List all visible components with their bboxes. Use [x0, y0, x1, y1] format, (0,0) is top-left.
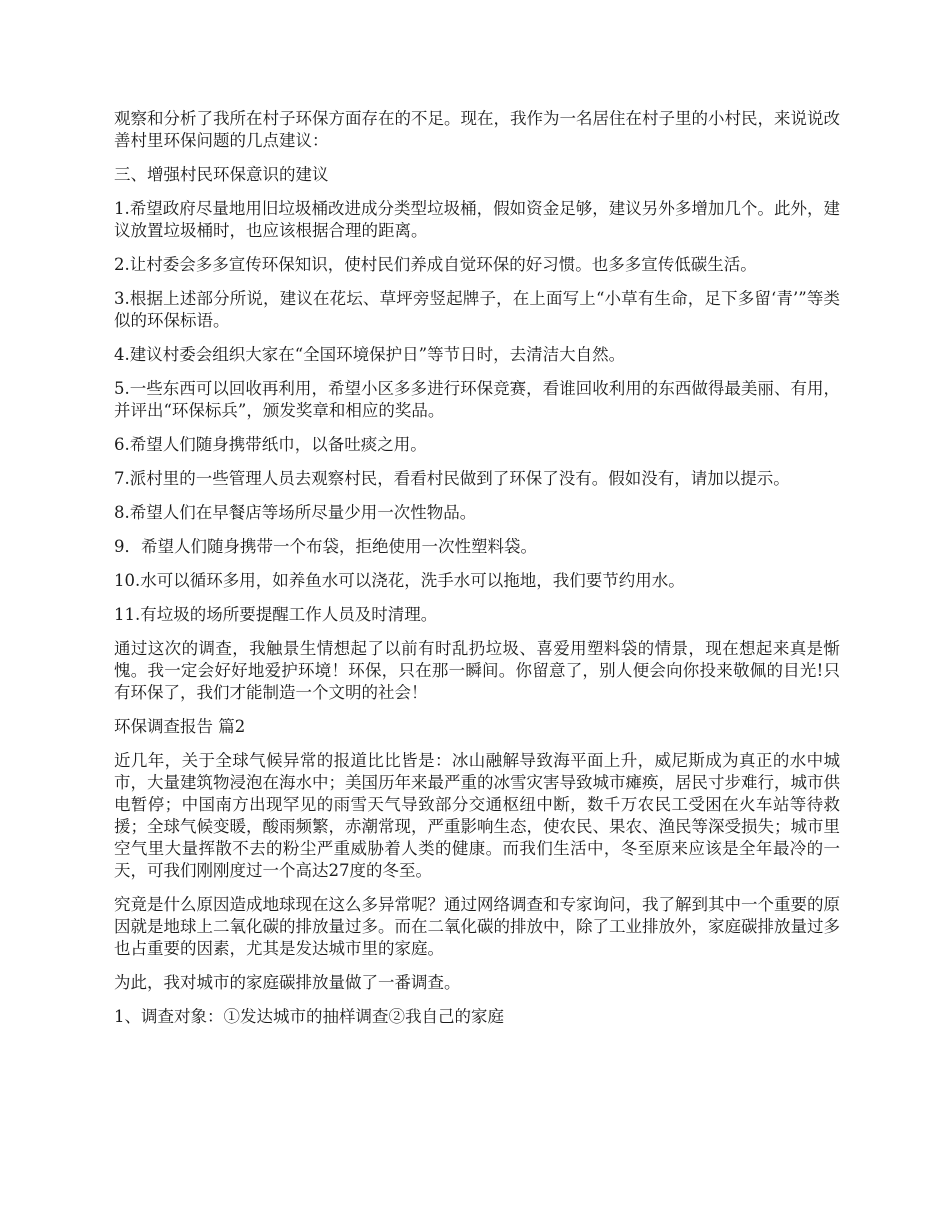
body-paragraph: 近几年，关于全球气候异常的报道比比皆是：冰山融解导致海平面上升，威尼斯成为真正的水中城市，大量建筑物浸泡在海水中；美国历年来最严重的冰雪灾害导致城市瘫痪，居民寸步难行，城市供电暂停；中国南方出现罕见的雨雪天气导致部分交通枢纽中断，数千万农民工受困在火车站等待救援；全球气候变暖，酸雨频繁，赤潮常现，严重影响生态，使农民、果农、渔民等深受损失；城市里空气里大量挥散不去的粉尘严重威胁着人类的健康。而我们生活中，冬至原来应该是全年最冷的一天，可我们刚刚度过一个高达27度的冬至。 [114, 751, 840, 880]
suggestion-item: 2.让村委会多多宣传环保知识，使村民们养成自觉环保的好习惯。也多多宣传低碳生活。 [114, 255, 757, 274]
intro-paragraph: 观察和分析了我所在村子环保方面存在的不足。现在，我作为一名居住在村子里的小村民，来说说改善村里环保问题的几点建议： [114, 109, 840, 150]
suggestion-item: 9．希望人们随身携带一个布袋，拒绝使用一次性塑料袋。 [114, 537, 537, 556]
suggestion-item: 5.一些东西可以回收再利用，希望小区多多进行环保竞赛，看谁回收利用的东西做得最美丽、有用，并评出“环保标兵”，颁发奖章和相应的奖品。 [114, 379, 840, 420]
suggestion-item: 3.根据上述部分所说，建议在花坛、草坪旁竖起牌子，在上面写上“小草有生命，足下多留‘青’”等类似的环保标语。 [114, 289, 840, 330]
report-title: 环保调查报告 篇2 [114, 717, 246, 736]
survey-object-line: 1、调查对象：①发达城市的抽样调查②我自己的家庭 [114, 1007, 504, 1026]
reflection-paragraph: 通过这次的调查，我触景生情想起了以前有时乱扔垃圾、喜爱用塑料袋的情景，现在想起来真是惭愧。我一定会好好地爱护环境！环保，只在那一瞬间。你留意了，别人便会向你投来敬佩的目光!只有环保了，我们才能制造一个文明的社会！ [114, 639, 840, 702]
body-paragraph: 为此，我对城市的家庭碳排放量做了一番调查。 [114, 973, 461, 992]
suggestion-item: 11.有垃圾的场所要提醒工作人员及时清理。 [114, 605, 438, 624]
suggestion-item: 7.派村里的一些管理人员去观察村民，看看村民做到了环保了没有。假如没有，请加以提示。 [114, 469, 790, 488]
suggestion-item: 8.希望人们在早餐店等场所尽量少用一次性物品。 [114, 503, 477, 522]
document-body [114, 108, 840, 1040]
suggestion-item: 1.希望政府尽量地用旧垃圾桶改进成分类型垃圾桶，假如资金足够，建议另外多增加几个。此外，建议放置垃圾桶时，也应该根据合理的距离。 [114, 199, 840, 240]
suggestion-item: 10.水可以循环多用，如养鱼水可以浇花，洗手水可以拖地，我们要节约用水。 [114, 571, 685, 590]
suggestion-item: 6.希望人们随身携带纸巾，以备吐痰之用。 [114, 435, 427, 454]
section-heading: 三、增强村民环保意识的建议 [114, 165, 329, 184]
suggestion-item: 4.建议村委会组织大家在“全国环境保护日”等节日时，去清洁大自然。 [114, 345, 626, 364]
body-paragraph: 究竟是什么原因造成地球现在这么多异常呢？通过网络调查和专家询问，我了解到其中一个重要的原因就是地球上二氧化碳的排放量过多。而在二氧化碳的排放中，除了工业排放外，家庭碳排放量过多也占重要的因素，尤其是发达城市里的家庭。 [114, 895, 840, 958]
